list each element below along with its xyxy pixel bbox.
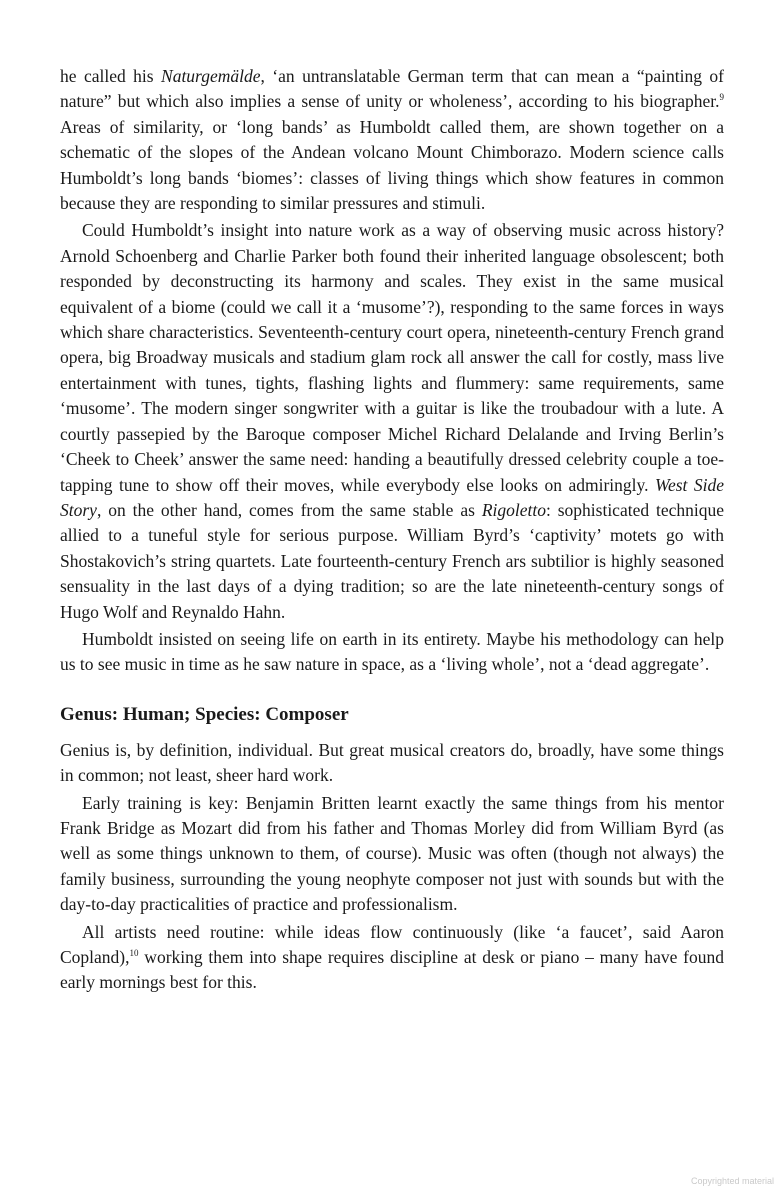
paragraph-4: Genius is, by definition, individual. But great musical creators do, broadly, have some things in common; not least, sheer hard work. (60, 739, 724, 786)
text: : sophisticated technique allied to a tuneful style for serious purpose. William Byrd’s ‘captivity’ motets go with Shostakovich’s string quartets. Late fourteenth-century French ars subtilior is highly seasoned sensuality in the last days of a dying tradition; so are the late nineteenth-century songs of Hugo Wolf and Reynaldo Hahn. (60, 499, 725, 622)
footnote-ref-10[interactable]: 10 (129, 948, 139, 958)
paragraph-2 (60, 218, 724, 625)
page-body (60, 64, 724, 996)
text: Could Humboldt’s insight into nature work as a way of observing music across history? Arnold Schoenberg and Charlie Parker both found their inherited language obsolescent; both responded by deconstructing its harmony and scales. They exist in the same musical equivalent of a biome (could we call it a ‘musome’?), responding to the same forces in ways which share characteristics. Seventeenth-century court opera, nineteenth-century French grand opera, big Broadway musicals and stadium glam rock all answer the call for costly, mass live entertainment with tunes, tights, flashing lights and flummery: same requirements, same ‘musome’. The modern singer songwriter with a guitar is like the troubadour with a lute. A courtly passepied by the Baroque composer Michel Richard Delalande and Irving Berlin’s ‘Cheek to Cheek’ answer the same need: handing a beautifully dressed celebrity couple a toe-tapping tune to show off their moves, while everybody else looks on admiringly. (60, 220, 724, 495)
footnote-ref-9[interactable]: 9 (719, 92, 724, 103)
text: he called his (60, 66, 162, 86)
italic-term: Naturgemälde (161, 66, 261, 86)
text: , ‘an untranslatable German term that can mean a “painting of nature” but which also implies a sense of unity or wholeness’, according to his biographer. (60, 66, 724, 112)
text: Areas of similarity, or ‘long bands’ as Humboldt called them, are shown together on a schematic of the slopes of the Andean volcano Mount Chimborazo. Modern science calls Humboldt’s long bands ‘biomes’: classes of living things which show features in common because they are responding to similar pressures and stimuli. (60, 116, 724, 214)
text: All artists need routine: while ideas flow continuously (like ‘a faucet’, said Aaron Copland), (60, 921, 724, 967)
paragraph-3: Humboldt insisted on seeing life on earth in its entirety. Maybe his methodology can help us to see music in time as he saw nature in space, as a ‘living whole’, not a ‘dead aggregate’. (60, 628, 724, 675)
italic-title: West Side Story (60, 474, 724, 520)
italic-title: Rigoletto (481, 499, 546, 520)
copyright-watermark: Copyrighted material (690, 1176, 774, 1186)
paragraph-5: Early training is key: Benjamin Britten learnt exactly the same things from his mentor Frank Bridge as Mozart did from his father and Thomas Morley did from William Byrd (as well as some things unknown to them, of course). Music was often (though not always) the family business, surrounding the young neophyte composer not just with sounds but with the day-to-day practicalities of practice and professionalism. (60, 792, 724, 915)
text: working them into shape requires discipline at desk or piano – many have found early mornings best for this. (60, 947, 724, 993)
text: , on the other hand, comes from the same stable as (96, 499, 482, 520)
paragraph-6 (60, 920, 724, 996)
paragraph-1 (60, 64, 724, 216)
section-heading: Genus: Human; Species: Composer (60, 703, 349, 725)
